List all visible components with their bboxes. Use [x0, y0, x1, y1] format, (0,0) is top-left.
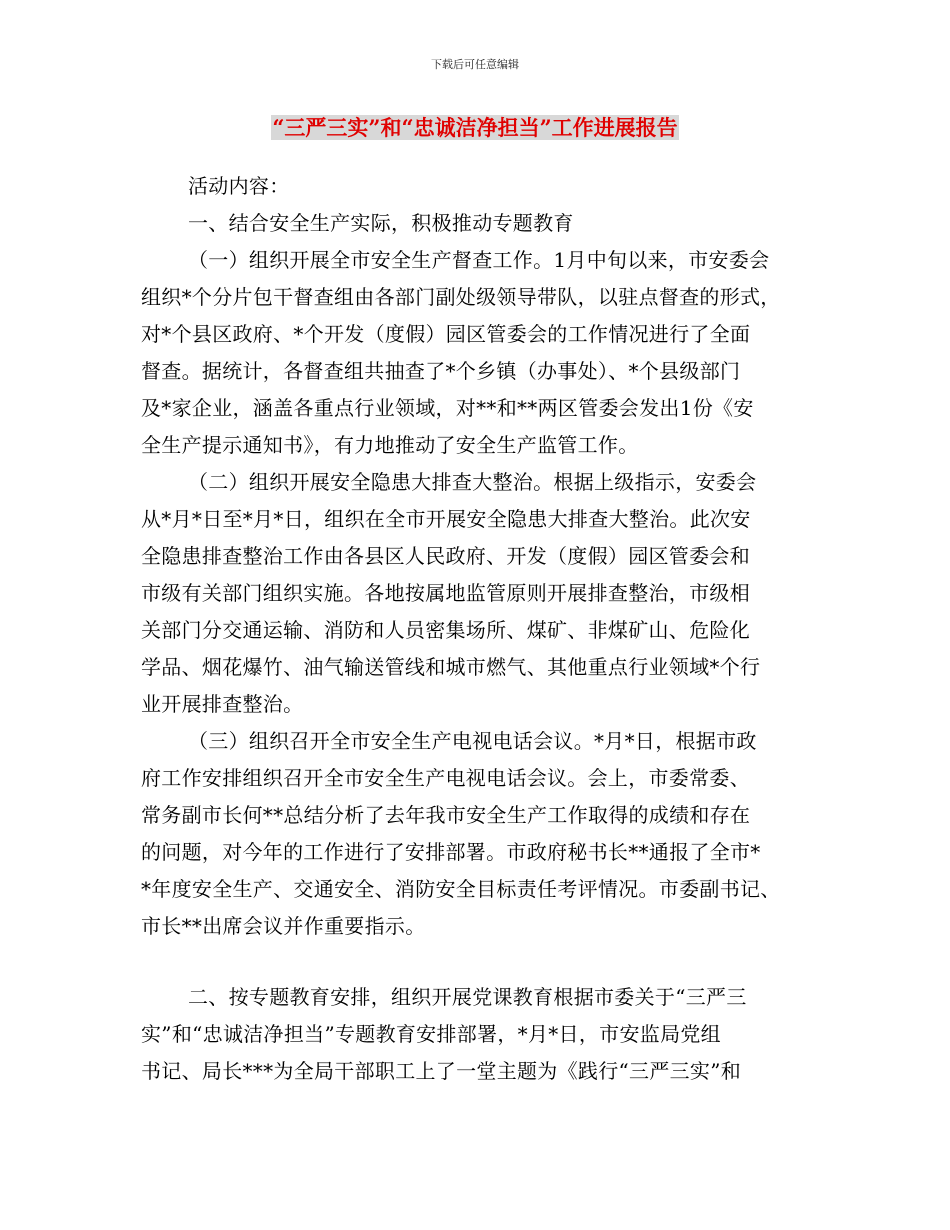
body-line: （一）组织开展全市安全生产督查工作。1月中旬以来，市安委会 — [188, 248, 770, 272]
body-line: 活动内容： — [188, 174, 290, 198]
body-line: 常务副市长何**总结分析了去年我市安全生产工作取得的成绩和存在 — [141, 803, 751, 827]
body-line: 市级有关部门组织实施。各地按属地监管原则开展排查整治，市级相 — [141, 581, 750, 605]
body-line: 的问题，对今年的工作进行了安排部署。市政府秘书长**通报了全市* — [141, 840, 761, 864]
body-line: 学品、烟花爆竹、油气输送管线和城市燃气、其他重点行业领域*个行 — [141, 655, 761, 679]
body-line: 府工作安排组织召开全市安全生产电视电话会议。会上，市委常委、 — [141, 766, 750, 790]
body-line: 全隐患排查整治工作由各县区人民政府、开发（度假）园区管委会和 — [141, 544, 750, 568]
document-title — [0, 114, 950, 142]
body-line: 组织*个分片包干督查组由各部门副处级领导带队，以驻点督查的形式， — [141, 285, 781, 309]
body-line: 督查。据统计，各督查组共抽查了*个乡镇（办事处）、*个县级部门 — [141, 359, 741, 383]
body-line: 二、按专题教育安排，组织开展党课教育根据市委关于“三严三 — [188, 985, 747, 1009]
body-line: （三）组织召开全市安全生产电视电话会议。*月*日，根据市政 — [188, 729, 757, 753]
body-line: 从*月*日至*月*日，组织在全市开展安全隐患大排查大整治。此次安 — [141, 507, 751, 531]
document-title-text: “三严三实”和“忠诚洁净担当”工作进展报告 — [272, 115, 678, 140]
body-line: （二）组织开展安全隐患大排查大整治。根据上级指示，安委会 — [188, 470, 757, 494]
body-line: 对*个县区政府、*个开发（度假）园区管委会的工作情况进行了全面 — [141, 322, 751, 346]
body-line: *年度安全生产、交通安全、消防安全目标责任考评情况。市委副书记、 — [141, 877, 781, 901]
body-line: 关部门分交通运输、消防和人员密集场所、煤矿、非煤矿山、危险化 — [141, 618, 750, 642]
body-line: 书记、局长***为全局干部职工上了一堂主题为《践行“三严三实”和 — [141, 1059, 742, 1083]
header-note: 下载后可任意编辑 — [431, 58, 519, 71]
body-line: 一、结合安全生产实际，积极推动专题教育 — [188, 211, 574, 235]
body-line: 市长**出席会议并作重要指示。 — [141, 914, 426, 938]
body-line: 全生产提示通知书》，有力地推动了安全生产监管工作。 — [141, 433, 639, 457]
body-line: 及*家企业，涵盖各重点行业领域，对**和**两区管委会发出1份《安 — [141, 396, 754, 420]
body-line: 实”和“忠诚洁净担当”专题教育安排部署，*月*日，市安监局党组 — [141, 1022, 721, 1046]
body-line: 业开展排查整治。 — [141, 692, 304, 716]
